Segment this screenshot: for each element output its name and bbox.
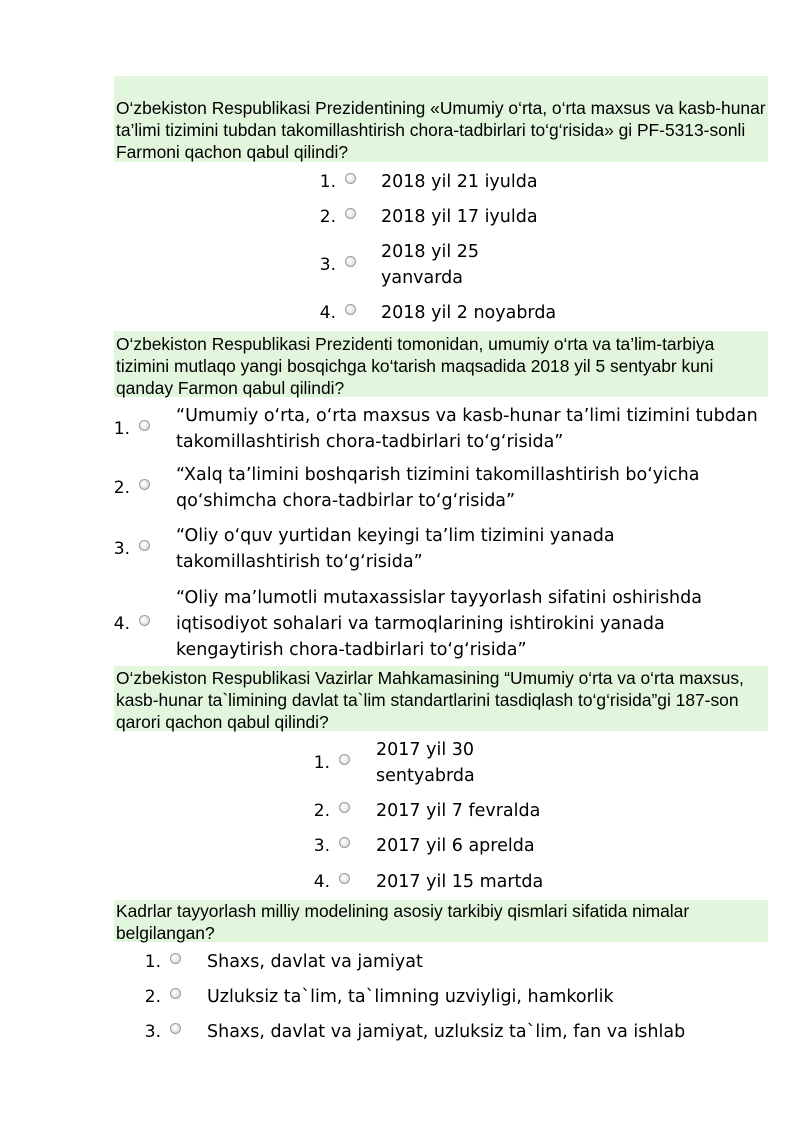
option-text: Uzluksiz ta`lim, ta`limning uzviyligi, hamkorlik bbox=[207, 987, 614, 1007]
option-text: 2017 yil 15 martda bbox=[376, 872, 544, 892]
radio-button-icon[interactable] bbox=[170, 988, 181, 999]
option-number: 2. bbox=[144, 987, 161, 1007]
question-1-option-2[interactable] bbox=[306, 202, 581, 232]
radio-button-icon[interactable] bbox=[345, 173, 356, 184]
radio-button-icon[interactable] bbox=[345, 304, 356, 315]
option-number: 1. bbox=[313, 753, 330, 773]
question-3-option-3[interactable] bbox=[300, 831, 576, 861]
option-number: 4. bbox=[319, 303, 336, 323]
radio-button-icon[interactable] bbox=[345, 208, 356, 219]
radio-button-icon[interactable] bbox=[170, 1023, 181, 1034]
question-1-option-1[interactable] bbox=[306, 167, 581, 197]
option-number: 2. bbox=[319, 207, 336, 227]
radio-button-icon[interactable] bbox=[139, 615, 150, 626]
option-text: “Umumiy o‘rta, o‘rta maxsus va kasb-hunar ta’limi tizimini tubdan takomillashtirish chora-tadbirlari to‘g‘risida” bbox=[176, 406, 758, 452]
question-3-option-4[interactable] bbox=[300, 867, 576, 897]
option-text: “Xalq ta’limini boshqarish tizimini takomillashtirish bo‘yicha qo‘shimcha chora-tadbirlar to‘g‘risida” bbox=[176, 465, 700, 511]
question-4-text: Kadrlar tayyorlash milliy modelining asosiy tarkibiy qismlari sifatida nimalar belgilangan? bbox=[114, 900, 768, 942]
question-3-text: O‘zbekiston Respublikasi Vazirlar Mahkamasining “Umumiy o‘rta va o‘rta maxsus, kasb-hunar ta`limining davlat ta`lim standartlarini tasdiqlash to‘g‘risida”gi 187-son qarori qachon qabul qilindi? bbox=[114, 666, 768, 731]
option-text: 2017 yil 30 sentyabrda bbox=[376, 740, 475, 786]
option-text: 2018 yil 21 iyulda bbox=[381, 172, 538, 192]
option-text: Shaxs, davlat va jamiyat bbox=[207, 952, 423, 972]
option-number: 4. bbox=[313, 872, 330, 892]
option-number: 3. bbox=[113, 539, 130, 559]
option-number: 2. bbox=[313, 801, 330, 821]
radio-button-icon[interactable] bbox=[339, 802, 350, 813]
radio-button-icon[interactable] bbox=[139, 479, 150, 490]
question-2-option-2[interactable] bbox=[100, 461, 764, 515]
question-1-option-3[interactable] bbox=[306, 238, 486, 292]
question-4-option-3[interactable] bbox=[131, 1017, 767, 1047]
radio-button-icon[interactable] bbox=[170, 953, 181, 964]
option-number: 3. bbox=[144, 1022, 161, 1042]
question-4-option-1[interactable] bbox=[131, 947, 767, 977]
question-2-option-4[interactable] bbox=[100, 584, 716, 664]
option-text: 2018 yil 2 noyabrda bbox=[381, 303, 557, 323]
option-number: 3. bbox=[319, 255, 336, 275]
option-number: 3. bbox=[313, 836, 330, 856]
radio-button-icon[interactable] bbox=[339, 837, 350, 848]
question-4-option-2[interactable] bbox=[131, 982, 767, 1012]
option-text: “Oliy o‘quv yurtidan keyingi ta’lim tizimini yanada takomillashtirish to‘g‘risida” bbox=[176, 526, 615, 572]
question-2-option-3[interactable] bbox=[100, 522, 764, 576]
option-number: 2. bbox=[113, 478, 130, 498]
option-text: Shaxs, davlat va jamiyat, uzluksiz ta`lim, fan va ishlab bbox=[207, 1022, 686, 1042]
question-1-text: O‘zbekiston Respublikasi Prezidentining «Umumiy o‘rta, o‘rta maxsus va kasb-hunar ta’limi tizimini tubdan takomillashtirish chora-tadbirlari to‘g‘risida» gi PF-5313-sonli Farmoni qachon qabul qilindi? bbox=[114, 76, 768, 162]
question-1-option-4[interactable] bbox=[306, 298, 581, 328]
option-text: 2017 yil 7 fevralda bbox=[376, 801, 541, 821]
option-text: 2018 yil 17 iyulda bbox=[381, 207, 538, 227]
option-number: 1. bbox=[144, 952, 161, 972]
question-3-option-2[interactable] bbox=[300, 796, 576, 826]
option-number: 1. bbox=[113, 419, 130, 439]
question-2-option-1[interactable] bbox=[100, 402, 764, 456]
radio-button-icon[interactable] bbox=[339, 873, 350, 884]
option-number: 4. bbox=[113, 614, 130, 634]
radio-button-icon[interactable] bbox=[339, 754, 350, 765]
option-text: 2017 yil 6 aprelda bbox=[376, 836, 535, 856]
question-2-text: O‘zbekiston Respublikasi Prezidenti tomonidan, umumiy o‘rta va ta’lim-tarbiya tizimini mutlaqo yangi bosqichga ko‘tarish maqsadida 2018 yil 5 sentyabr kuni qanday Farmon qabul qilindi? bbox=[114, 331, 768, 397]
option-number: 1. bbox=[319, 172, 336, 192]
radio-button-icon[interactable] bbox=[345, 256, 356, 267]
radio-button-icon[interactable] bbox=[139, 420, 150, 431]
option-text: “Oliy ma’lumotli mutaxassislar tayyorlash sifatini oshirishda iqtisodiyot sohalari va tarmoqlarining ishtirokini yanada kengaytirish chora-tadbirlari to‘g‘risida” bbox=[176, 588, 702, 660]
radio-button-icon[interactable] bbox=[139, 540, 150, 551]
question-3-option-1[interactable] bbox=[300, 736, 486, 790]
option-text: 2018 yil 25 yanvarda bbox=[381, 242, 480, 288]
